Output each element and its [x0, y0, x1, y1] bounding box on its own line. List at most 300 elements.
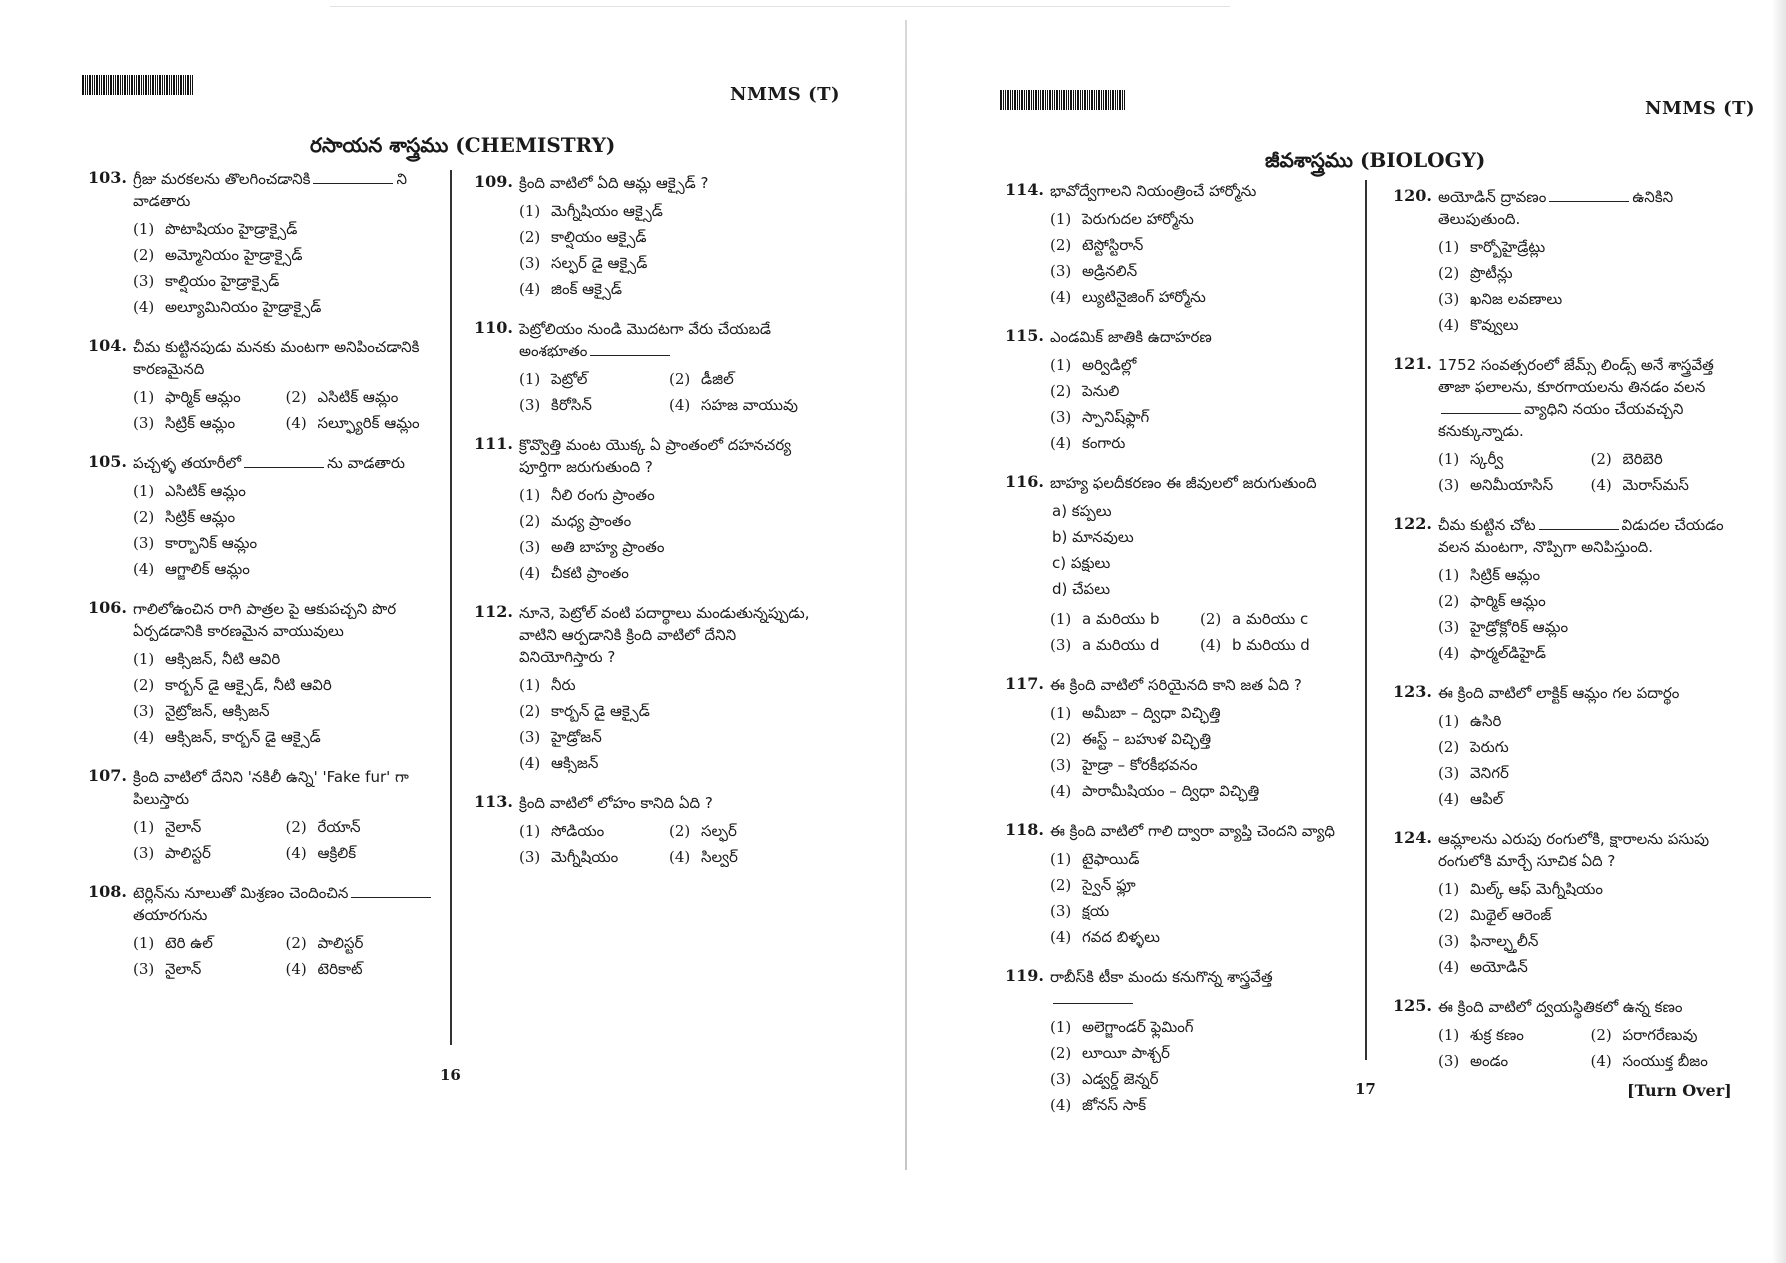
question [474, 318, 819, 418]
page-number-right: 17 [1355, 1080, 1376, 1098]
barcode-bar [136, 75, 137, 95]
option [1050, 378, 1350, 404]
barcode-left [82, 75, 193, 95]
option-text: సహజ వాయువు [701, 396, 798, 414]
barcode-bar [1096, 90, 1097, 110]
option-text: నీరు [551, 676, 576, 694]
option-number: (4) [133, 560, 155, 578]
question-text-continued: ను వాడతారు [327, 454, 405, 472]
option [133, 294, 438, 320]
question-text: గాలిలోఉంచిన రాగి పాత్రల పై ఆకుపచ్చని పొర ఏర్పడడానికి కారణమైన వాయువులు [133, 600, 397, 640]
option-number: (3) [1050, 636, 1072, 654]
option [1050, 872, 1350, 898]
option-text: పెనులి [1082, 382, 1120, 400]
question-text: చీమ కుట్టినపుడు మనకు మంటగా అనిపించడానికి కారణమైనది [133, 338, 420, 378]
barcode-bar [1026, 90, 1027, 110]
barcode-bar [187, 75, 189, 95]
barcode-bar [155, 75, 156, 95]
barcode-bar [1017, 90, 1018, 110]
options [1050, 1014, 1350, 1118]
option-number: (1) [133, 220, 155, 238]
question [1005, 180, 1350, 310]
question-body [133, 168, 438, 320]
option-number: (1) [1438, 880, 1460, 898]
question-text: ఎండమిక్ జాతికి ఉదాహరణ [1050, 328, 1212, 346]
barcode-bar [1054, 90, 1055, 110]
question-body [133, 336, 438, 436]
option-text: మెగ్నీషియం ఆక్సైడ్ [551, 202, 663, 220]
question-text: టెర్లిన్‌ను నూలుతో మిశ్రణం చెందించిన [133, 884, 349, 902]
option-number: (4) [133, 728, 155, 746]
option [1050, 606, 1200, 632]
option-text: మెరాస్‌మస్ [1622, 476, 1689, 494]
option-text: ఎసిటిక్ ఆమ్లం [317, 388, 399, 406]
option [1050, 284, 1350, 310]
option-text: ఆగ్జాలిక్ ఆమ్లం [165, 560, 250, 578]
option-number: (2) [285, 388, 307, 406]
column-rule-right [1365, 180, 1367, 1060]
option [1438, 234, 1743, 260]
question-number: 103. [88, 168, 127, 187]
option-text: సిట్రిక్ ఆమ్లం [165, 414, 236, 432]
barcode-bar [1124, 90, 1125, 110]
barcode-bar [92, 75, 93, 95]
option-number: (3) [1050, 902, 1072, 920]
option-text: మిథైల్ ఆరెంజ్ [1470, 906, 1552, 924]
question [88, 766, 438, 866]
option-number: (2) [133, 508, 155, 526]
barcode-bar [178, 75, 179, 95]
option-text: లూయీ పాశ్చర్ [1082, 1044, 1170, 1062]
option-number: (2) [1050, 730, 1072, 748]
barcode-bar [1040, 90, 1041, 110]
option-number: (2) [519, 228, 541, 246]
question-text: నూనె, పెట్రోల్ వంటి పదార్థాలు మండుతున్నప్పుడు, వాటిని ఆర్పడానికి క్రింది వాటిలో దేనిని వినియోగిస్తారు ? [519, 604, 810, 666]
option-number: (2) [1438, 906, 1460, 924]
option [519, 672, 819, 698]
option [1438, 588, 1743, 614]
biology-column-2 [1393, 186, 1743, 1090]
option-number: (1) [519, 822, 541, 840]
question-number: 111. [474, 434, 513, 453]
question-body [133, 766, 438, 866]
option-text: అర్విడిల్లో [1082, 356, 1137, 374]
page-number-left: 16 [440, 1066, 461, 1084]
option-number: (2) [519, 702, 541, 720]
option [133, 814, 286, 840]
barcode-bar [171, 75, 172, 95]
option-number: (3) [1438, 1052, 1460, 1070]
barcode-bar [1103, 90, 1104, 110]
option-text: నైట్రోజన్, ఆక్సిజన్ [165, 702, 270, 720]
barcode-bar [89, 75, 91, 95]
option-text: ఆక్సిజన్ [551, 754, 599, 772]
barcode-bar [87, 75, 88, 95]
option [1200, 606, 1350, 632]
option-text: స్పానిష్‌ఫ్లాగ్ [1082, 408, 1150, 426]
answer-blank [351, 883, 431, 898]
chemistry-column-1 [88, 168, 438, 998]
option [1050, 1040, 1350, 1066]
option [1050, 258, 1350, 284]
option-number: (3) [1438, 290, 1460, 308]
option-text: సల్ఫర్ డై ఆక్సైడ్ [551, 254, 648, 272]
question-body [1438, 186, 1743, 338]
barcode-bar [1112, 90, 1114, 110]
option-text: b మరియు d [1232, 636, 1310, 654]
option [1050, 1014, 1350, 1040]
option-text: అడ్రినలిన్ [1082, 262, 1138, 280]
question [1393, 828, 1743, 980]
option [133, 556, 438, 582]
option [1438, 734, 1743, 760]
question [1005, 820, 1350, 950]
option [1438, 708, 1743, 734]
question-text: క్రింది వాటిలో లోహం కానిది ఏది ? [519, 794, 713, 812]
option [519, 250, 819, 276]
option [1438, 760, 1743, 786]
option-text: పెరుగు [1470, 738, 1509, 756]
option-text: a మరియు c [1232, 610, 1309, 628]
option-number: (4) [1438, 644, 1460, 662]
option [519, 366, 669, 392]
barcode-bar [1052, 90, 1053, 110]
option [1591, 1022, 1744, 1048]
option-number: (3) [1050, 756, 1072, 774]
question-text: రాబీస్‌కి టీకా మందు కనుగొన్న శాస్త్రవేత్త [1050, 968, 1273, 986]
question-body [519, 434, 819, 586]
option-text: సిల్వర్ [701, 848, 738, 866]
question-text: క్రింది వాటిలో ఏది ఆమ్ల ఆక్సైడ్ ? [519, 174, 709, 192]
option-number: (3) [133, 702, 155, 720]
option-text: ఫార్మల్‌డిహైడ్ [1470, 644, 1547, 662]
option-number: (4) [285, 844, 307, 862]
options [1050, 206, 1350, 310]
option-text: అనిమీయాసిస్ [1470, 476, 1554, 494]
barcode-bar [101, 75, 102, 95]
option [133, 268, 438, 294]
question [1005, 326, 1350, 456]
option-text: ఫార్మిక్ ఆమ్లం [1470, 592, 1546, 610]
question-text: భావోద్వేగాలని నియంత్రించే హార్మోను [1050, 182, 1257, 200]
options [133, 478, 438, 582]
question-number: 119. [1005, 966, 1044, 985]
option-number: (2) [669, 370, 691, 388]
option [519, 698, 819, 724]
option-text: a మరియు d [1082, 636, 1160, 654]
option-text: టెరికాట్ [317, 960, 363, 978]
question-body [519, 318, 819, 418]
option [1438, 876, 1743, 902]
question-body [1438, 354, 1743, 498]
option [133, 930, 286, 956]
option-number: (1) [519, 370, 541, 388]
barcode-bar [1047, 90, 1048, 110]
barcode-bar [1105, 90, 1107, 110]
exam-code-left: NMMS (T) [730, 84, 840, 105]
barcode-bar [192, 75, 193, 95]
options [1438, 876, 1743, 980]
option-text: హైడ్రా – కోరకీభవనం [1082, 756, 1198, 774]
barcode-bar [129, 75, 130, 95]
question-number: 118. [1005, 820, 1044, 839]
option-text: ల్యుటినైజింగ్ హార్మోను [1082, 288, 1206, 306]
question-body [1438, 828, 1743, 980]
option-text: కార్బానిక్ ఆమ్లం [165, 534, 258, 552]
option-number: (1) [519, 202, 541, 220]
option [1438, 1048, 1591, 1074]
question-body [519, 172, 819, 302]
barcode-bar [113, 75, 114, 95]
barcode-bar [1110, 90, 1111, 110]
question-body [1438, 514, 1743, 666]
barcode-bar [1075, 90, 1076, 110]
option-number: (3) [1438, 618, 1460, 636]
option [286, 814, 439, 840]
option-text: ఆక్సిజన్, నీటి ఆవిరి [165, 650, 281, 668]
question-number: 105. [88, 452, 127, 471]
barcode-bar [1063, 90, 1065, 110]
question-body [1438, 996, 1743, 1074]
barcode-bar [150, 75, 151, 95]
barcode-bar [1070, 90, 1072, 110]
option-text: స్కర్వీ [1470, 450, 1504, 468]
barcode-bar [1019, 90, 1020, 110]
barcode-bar [1089, 90, 1090, 110]
option [1591, 446, 1744, 472]
column-rule-left [450, 170, 452, 1045]
barcode-bar [1031, 90, 1032, 110]
option-number: (4) [669, 848, 691, 866]
option-number: (3) [519, 396, 541, 414]
option-number: (1) [1050, 356, 1072, 374]
option-number: (4) [1438, 958, 1460, 976]
sub-items [1050, 498, 1350, 602]
question-text: చీమ కుట్టిన చోట [1438, 516, 1536, 534]
barcode-bar [1035, 90, 1037, 110]
option [1050, 632, 1200, 658]
option-text: పెరుగుదల హార్మోను [1082, 210, 1194, 228]
options [1438, 234, 1743, 338]
question-text: ఈ క్రింది వాటిలో గాలి ద్వారా వ్యాప్తి చెందని వ్యాధి [1050, 822, 1335, 840]
option-text: అయోడిన్ [1470, 958, 1528, 976]
option-number: (4) [1438, 316, 1460, 334]
options [133, 930, 438, 982]
option-number: (2) [1438, 592, 1460, 610]
options [1438, 708, 1743, 812]
option-text: చీకటి ప్రాంతం [551, 564, 629, 582]
option-number: (1) [1438, 1026, 1460, 1044]
barcode-bar [106, 75, 107, 95]
question-text: ఈ క్రింది వాటిలో సరియైనది కాని జత ఏది ? [1050, 676, 1302, 694]
sub-item: b) మానవులు [1052, 528, 1134, 546]
options [1438, 562, 1743, 666]
option-text: టైఫాయిడ్ [1082, 850, 1140, 868]
option [519, 844, 669, 870]
option-number: (1) [1438, 238, 1460, 256]
question-text-continued: తయారగును [133, 906, 208, 924]
option-text: పాలిస్టర్ [317, 934, 364, 952]
option-number: (3) [133, 960, 155, 978]
options [133, 646, 438, 750]
barcode-bar [180, 75, 182, 95]
question-body [519, 602, 819, 776]
answer-blank [313, 169, 393, 184]
option-text: నైలాన్ [165, 818, 202, 836]
turn-over-label: [Turn Over] [1627, 1081, 1732, 1100]
option-number: (4) [1200, 636, 1222, 654]
option-number: (2) [1050, 382, 1072, 400]
barcode-bar [183, 75, 184, 95]
barcode-bar [1042, 90, 1044, 110]
option-number: (3) [133, 844, 155, 862]
option-text: హైడ్రోజన్ [551, 728, 602, 746]
barcode-bar [122, 75, 123, 95]
options [1438, 446, 1743, 498]
barcode-bar [1077, 90, 1079, 110]
option [1050, 846, 1350, 872]
option [1438, 286, 1743, 312]
answer-blank [1441, 399, 1521, 414]
barcode-bar [117, 75, 119, 95]
option-number: (1) [1050, 1018, 1072, 1036]
barcode-bar [1007, 90, 1009, 110]
question [88, 598, 438, 750]
barcode-bar [1087, 90, 1088, 110]
option-text: ఆక్సిజన్, కార్బన్ డై ఆక్సైడ్ [165, 728, 321, 746]
option-number: (4) [519, 754, 541, 772]
option [1050, 898, 1350, 924]
option [519, 508, 819, 534]
option-number: (2) [1200, 610, 1222, 628]
option [669, 844, 819, 870]
question-body [1050, 820, 1350, 950]
question-text: అయోడిన్ ద్రావణం [1438, 188, 1547, 206]
barcode-right [1000, 90, 1125, 110]
question-number: 109. [474, 172, 513, 191]
barcode-bar [1056, 90, 1058, 110]
barcode-bar [1068, 90, 1069, 110]
option [1050, 352, 1350, 378]
option-text: అల్యూమినియం హైడ్రాక్సైడ్ [165, 298, 322, 316]
option-text: సల్ఫ్యూరిక్ ఆమ్లం [317, 414, 420, 432]
option [1050, 206, 1350, 232]
question-number: 107. [88, 766, 127, 785]
option [133, 242, 438, 268]
barcode-bar [1094, 90, 1095, 110]
option-text: అతి బాహ్య ప్రాంతం [551, 538, 665, 556]
barcode-bar [103, 75, 105, 95]
option [286, 840, 439, 866]
option [133, 724, 438, 750]
option-text: ఉసిరి [1470, 712, 1502, 730]
option-number: (1) [1438, 450, 1460, 468]
option [1438, 614, 1743, 640]
option-number: (3) [133, 272, 155, 290]
exam-code-right: NMMS (T) [1645, 98, 1755, 119]
option-text: అమీబా – ద్విధా విచ్ఛిత్తి [1082, 704, 1221, 722]
option-text: సిట్రిక్ ఆమ్లం [165, 508, 236, 526]
question-body [1050, 180, 1350, 310]
option [1438, 902, 1743, 928]
barcode-bar [1033, 90, 1034, 110]
option [133, 478, 438, 504]
barcode-bar [1080, 90, 1081, 110]
option [1438, 786, 1743, 812]
question [1393, 354, 1743, 498]
question-text: పచ్చళ్ళ తయారీలో [133, 454, 242, 472]
option [1438, 260, 1743, 286]
sub-item: a) కప్పలు [1052, 502, 1112, 520]
option [519, 482, 819, 508]
option [133, 504, 438, 530]
barcode-bar [96, 75, 98, 95]
question-number: 115. [1005, 326, 1044, 345]
barcode-bar [143, 75, 144, 95]
option [1438, 1022, 1591, 1048]
option [286, 410, 439, 436]
option [1050, 404, 1350, 430]
option-number: (3) [133, 534, 155, 552]
option-number: (2) [285, 934, 307, 952]
option-number: (2) [1590, 450, 1612, 468]
option-number: (3) [519, 538, 541, 556]
question-text: ఆమ్లాలను ఎరుపు రంగులోకి, క్షారాలను పసుపు రంగులోకి మార్చే సూచిక ఏది ? [1438, 830, 1710, 870]
option [133, 530, 438, 556]
question-text-continued: ని వాడతారు [133, 170, 407, 210]
barcode-bar [138, 75, 140, 95]
option-text: కంగారు [1082, 434, 1126, 452]
option-text: ఎడ్వర్డ్ జెన్నర్ [1082, 1070, 1159, 1088]
option-text: ఫార్మిక్ ఆమ్లం [165, 388, 241, 406]
question [474, 602, 819, 776]
option-text: ఆపిల్ [1470, 790, 1504, 808]
barcode-bar [1024, 90, 1025, 110]
option-text: టెస్టోస్టిరాన్ [1082, 236, 1144, 254]
option-text: నైలాన్ [165, 960, 202, 978]
option-number: (2) [133, 246, 155, 264]
option-number: (3) [1438, 932, 1460, 950]
barcode-bar [1049, 90, 1051, 110]
option-number: (3) [1050, 1070, 1072, 1088]
question-number: 106. [88, 598, 127, 617]
option-text: రేయాన్ [317, 818, 361, 836]
options [519, 818, 819, 870]
option-number: (2) [133, 676, 155, 694]
question-body [1050, 326, 1350, 456]
question [1393, 996, 1743, 1074]
option [133, 410, 286, 436]
options [133, 814, 438, 866]
option-number: (1) [133, 934, 155, 952]
question-number: 104. [88, 336, 127, 355]
option [1050, 778, 1350, 804]
question-body [1050, 472, 1350, 658]
barcode-bar [1084, 90, 1086, 110]
option [133, 698, 438, 724]
barcode-bar [82, 75, 84, 95]
option-text: ఎసిటిక్ ఆమ్లం [165, 482, 246, 500]
question-body [133, 452, 438, 582]
option-number: (1) [1438, 712, 1460, 730]
option [669, 392, 819, 418]
question-number: 120. [1393, 186, 1432, 205]
options [1050, 352, 1350, 456]
option-number: (3) [519, 728, 541, 746]
question-body [1050, 966, 1350, 1118]
question-number: 123. [1393, 682, 1432, 701]
barcode-bar [1045, 90, 1046, 110]
